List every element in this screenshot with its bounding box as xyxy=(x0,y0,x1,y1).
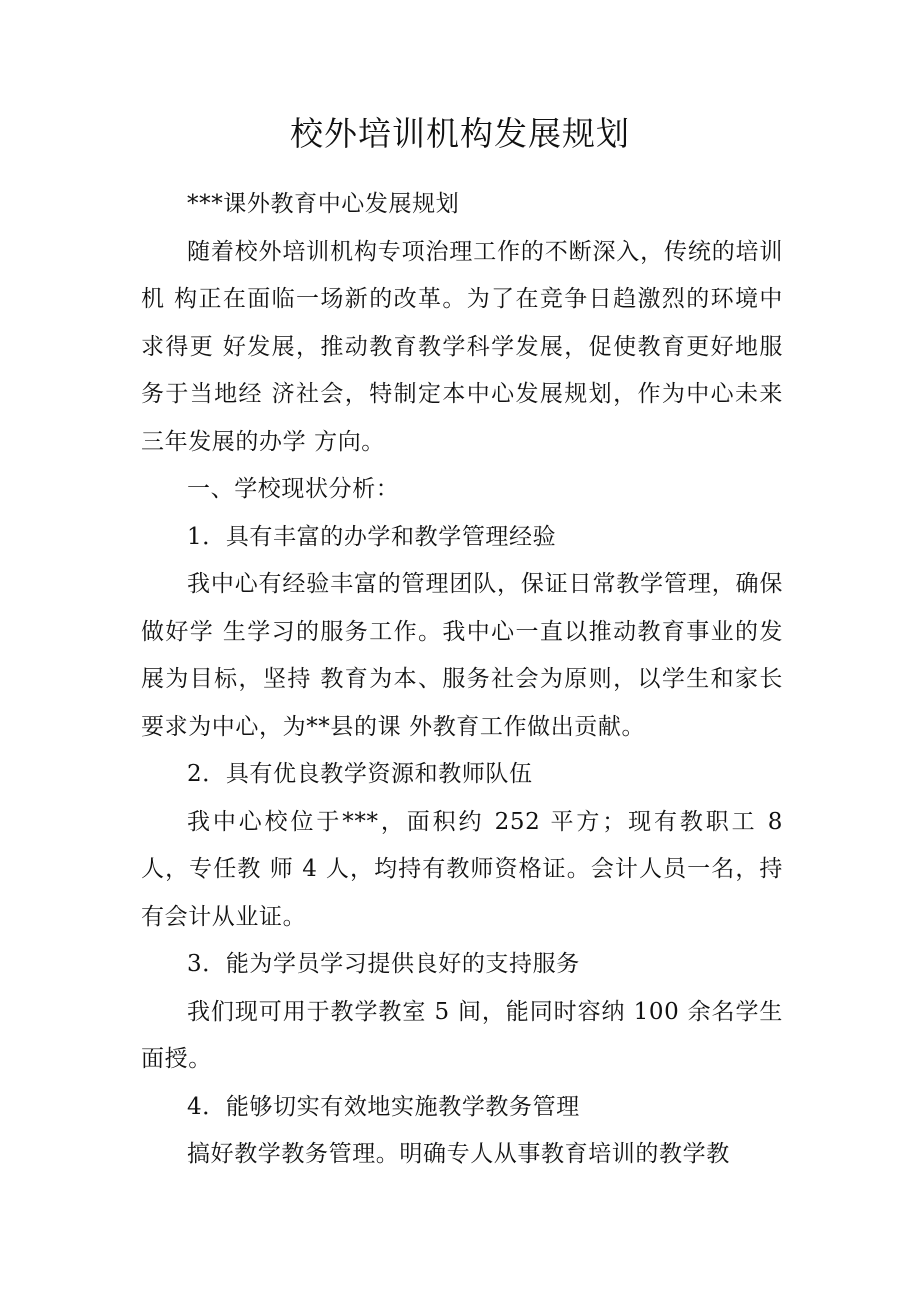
subheading-academic-management: 4．能够切实有效地实施教学教务管理 xyxy=(187,1093,580,1120)
document-body xyxy=(141,181,783,1179)
paragraph-teaching-resources: 我中心校位于***，面积约 252 平方；现有教职工 8 人，专任教 师 4 人，均持有教师资格证。会计人员一名，持有会计从业证。 xyxy=(141,808,783,930)
subheading-management-experience: 1．具有丰富的办学和教学管理经验 xyxy=(187,523,557,550)
section-heading-status-analysis: 一、学校现状分析： xyxy=(187,476,400,502)
paragraph-support-services: 我们现可用于教学教室 5 间，能同时容纳 100 余名学生面授。 xyxy=(141,998,783,1072)
paragraph-subtitle: ***课外教育中心发展规划 xyxy=(187,191,460,217)
subheading-support-services: 3．能为学员学习提供良好的支持服务 xyxy=(187,951,580,977)
subheading-teaching-resources: 2．具有优良教学资源和教师队伍 xyxy=(187,761,533,787)
paragraph-intro: 随着校外培训机构专项治理工作的不断深入，传统的培训机 构正在面临一场新的改革。为了在竞争日趋激烈的环境中求得更 好发展，推动教育教学科学发展，促使教育更好地服务于当地经 济社会，特制定本中心发展规划，作为中心未来三年发展的办学 方向。 xyxy=(141,238,783,455)
document-title: 校外培训机构发展规划 xyxy=(290,114,630,153)
paragraph-academic-management: 搞好教学教务管理。明确专人从事教育培训的教学教 xyxy=(187,1141,730,1167)
paragraph-management-experience: 我中心有经验丰富的管理团队，保证日常教学管理，确保做好学 生学习的服务工作。我中心一直以推动教育事业的发展为目标，坚持 教育为本、服务社会为原则，以学生和家长要求为中心，为**县的课 外教育工作做出贡献。 xyxy=(141,571,783,740)
